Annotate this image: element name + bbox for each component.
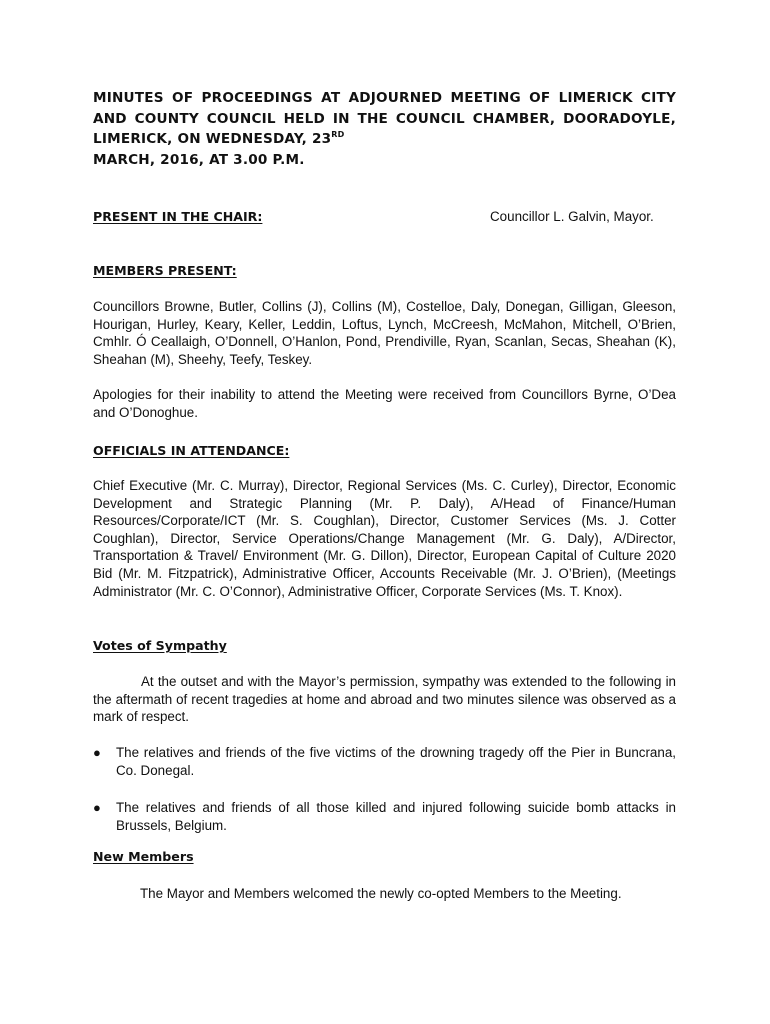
list-item bbox=[93, 744, 676, 779]
officials-heading: OFFICIALS IN ATTENDANCE: bbox=[93, 443, 290, 458]
list-item bbox=[93, 799, 676, 834]
present-in-chair-heading: PRESENT IN THE CHAIR: bbox=[93, 209, 263, 224]
title-main: MINUTES OF PROCEEDINGS AT ADJOURNED MEETING OF LIMERICK CITY AND COUNTY COUNCIL HELD IN THE COUNCIL CHAMBER, DOORADOYLE, LIMERICK, ON WEDNESDAY, 23 bbox=[93, 90, 676, 148]
chair-value: Councillor L. Galvin, Mayor. bbox=[490, 209, 654, 224]
document-title bbox=[93, 88, 676, 171]
title-tail: MARCH, 2016, AT 3.00 P.M. bbox=[93, 152, 305, 169]
members-present-heading: MEMBERS PRESENT: bbox=[93, 263, 237, 278]
list-item-text: The relatives and friends of the five victims of the drowning tragedy off the Pier in Buncrana, Co. Donegal. bbox=[116, 745, 676, 778]
new-members-heading: New Members bbox=[93, 849, 194, 864]
present-in-chair-row bbox=[93, 209, 676, 229]
title-superscript: RD bbox=[331, 130, 345, 140]
apologies-paragraph: Apologies for their inability to attend the Meeting were received from Councillors Byrne, O’Dea and O’Donoghue. bbox=[93, 387, 676, 420]
bullet-icon: ● bbox=[93, 800, 101, 815]
votes-of-sympathy-heading: Votes of Sympathy bbox=[93, 638, 227, 653]
list-item-text: The relatives and friends of all those killed and injured following suicide bomb attacks in Brussels, Belgium. bbox=[116, 800, 676, 833]
bullet-icon: ● bbox=[93, 745, 101, 760]
sympathy-intro: At the outset and with the Mayor’s permission, sympathy was extended to the following in the aftermath of recent tragedies at home and abroad and two minutes silence was observed as a mark of respect. bbox=[93, 674, 676, 725]
officials-paragraph: Chief Executive (Mr. C. Murray), Director, Regional Services (Ms. C. Curley), Director, Economic Development and Strategic Planning (Mr. P. Daly), A/Head of Finance/Human Resources/Corporate/ICT (Mr. S. Coughlan), Director, Customer Services (Ms. J. Cotter Coughlan), Director, Service Operations/Change Management (Mr. G. Daly), A/Director, Transportation & Travel/ Environment (Mr. G. Dillon), Director, European Capital of Culture 2020 Bid (Mr. M. Fitzpatrick), Administrative Officer, Accounts Receivable (Mr. J. O’Brien), (Meetings Administrator (Mr. C. O’Connor), Administrative Officer, Corporate Services (Ms. T. Knox). bbox=[93, 478, 676, 599]
members-list: Councillors Browne, Butler, Collins (J), Collins (M), Costelloe, Daly, Donegan, Gilligan, Gleeson, Hourigan, Hurley, Keary, Keller, Leddin, Loftus, Lynch, McCreesh, McMahon, Mitchell, O’Brien, Cmhlr. Ó Ceallaigh, O’Donnell, O’Hanlon, Pond, Prendiville, Ryan, Scanlan, Secas, Sheahan (K), Sheahan (M), Sheehy, Teefy, Teskey. bbox=[93, 299, 676, 367]
new-members-paragraph: The Mayor and Members welcomed the newly co-opted Members to the Meeting. bbox=[140, 886, 622, 901]
